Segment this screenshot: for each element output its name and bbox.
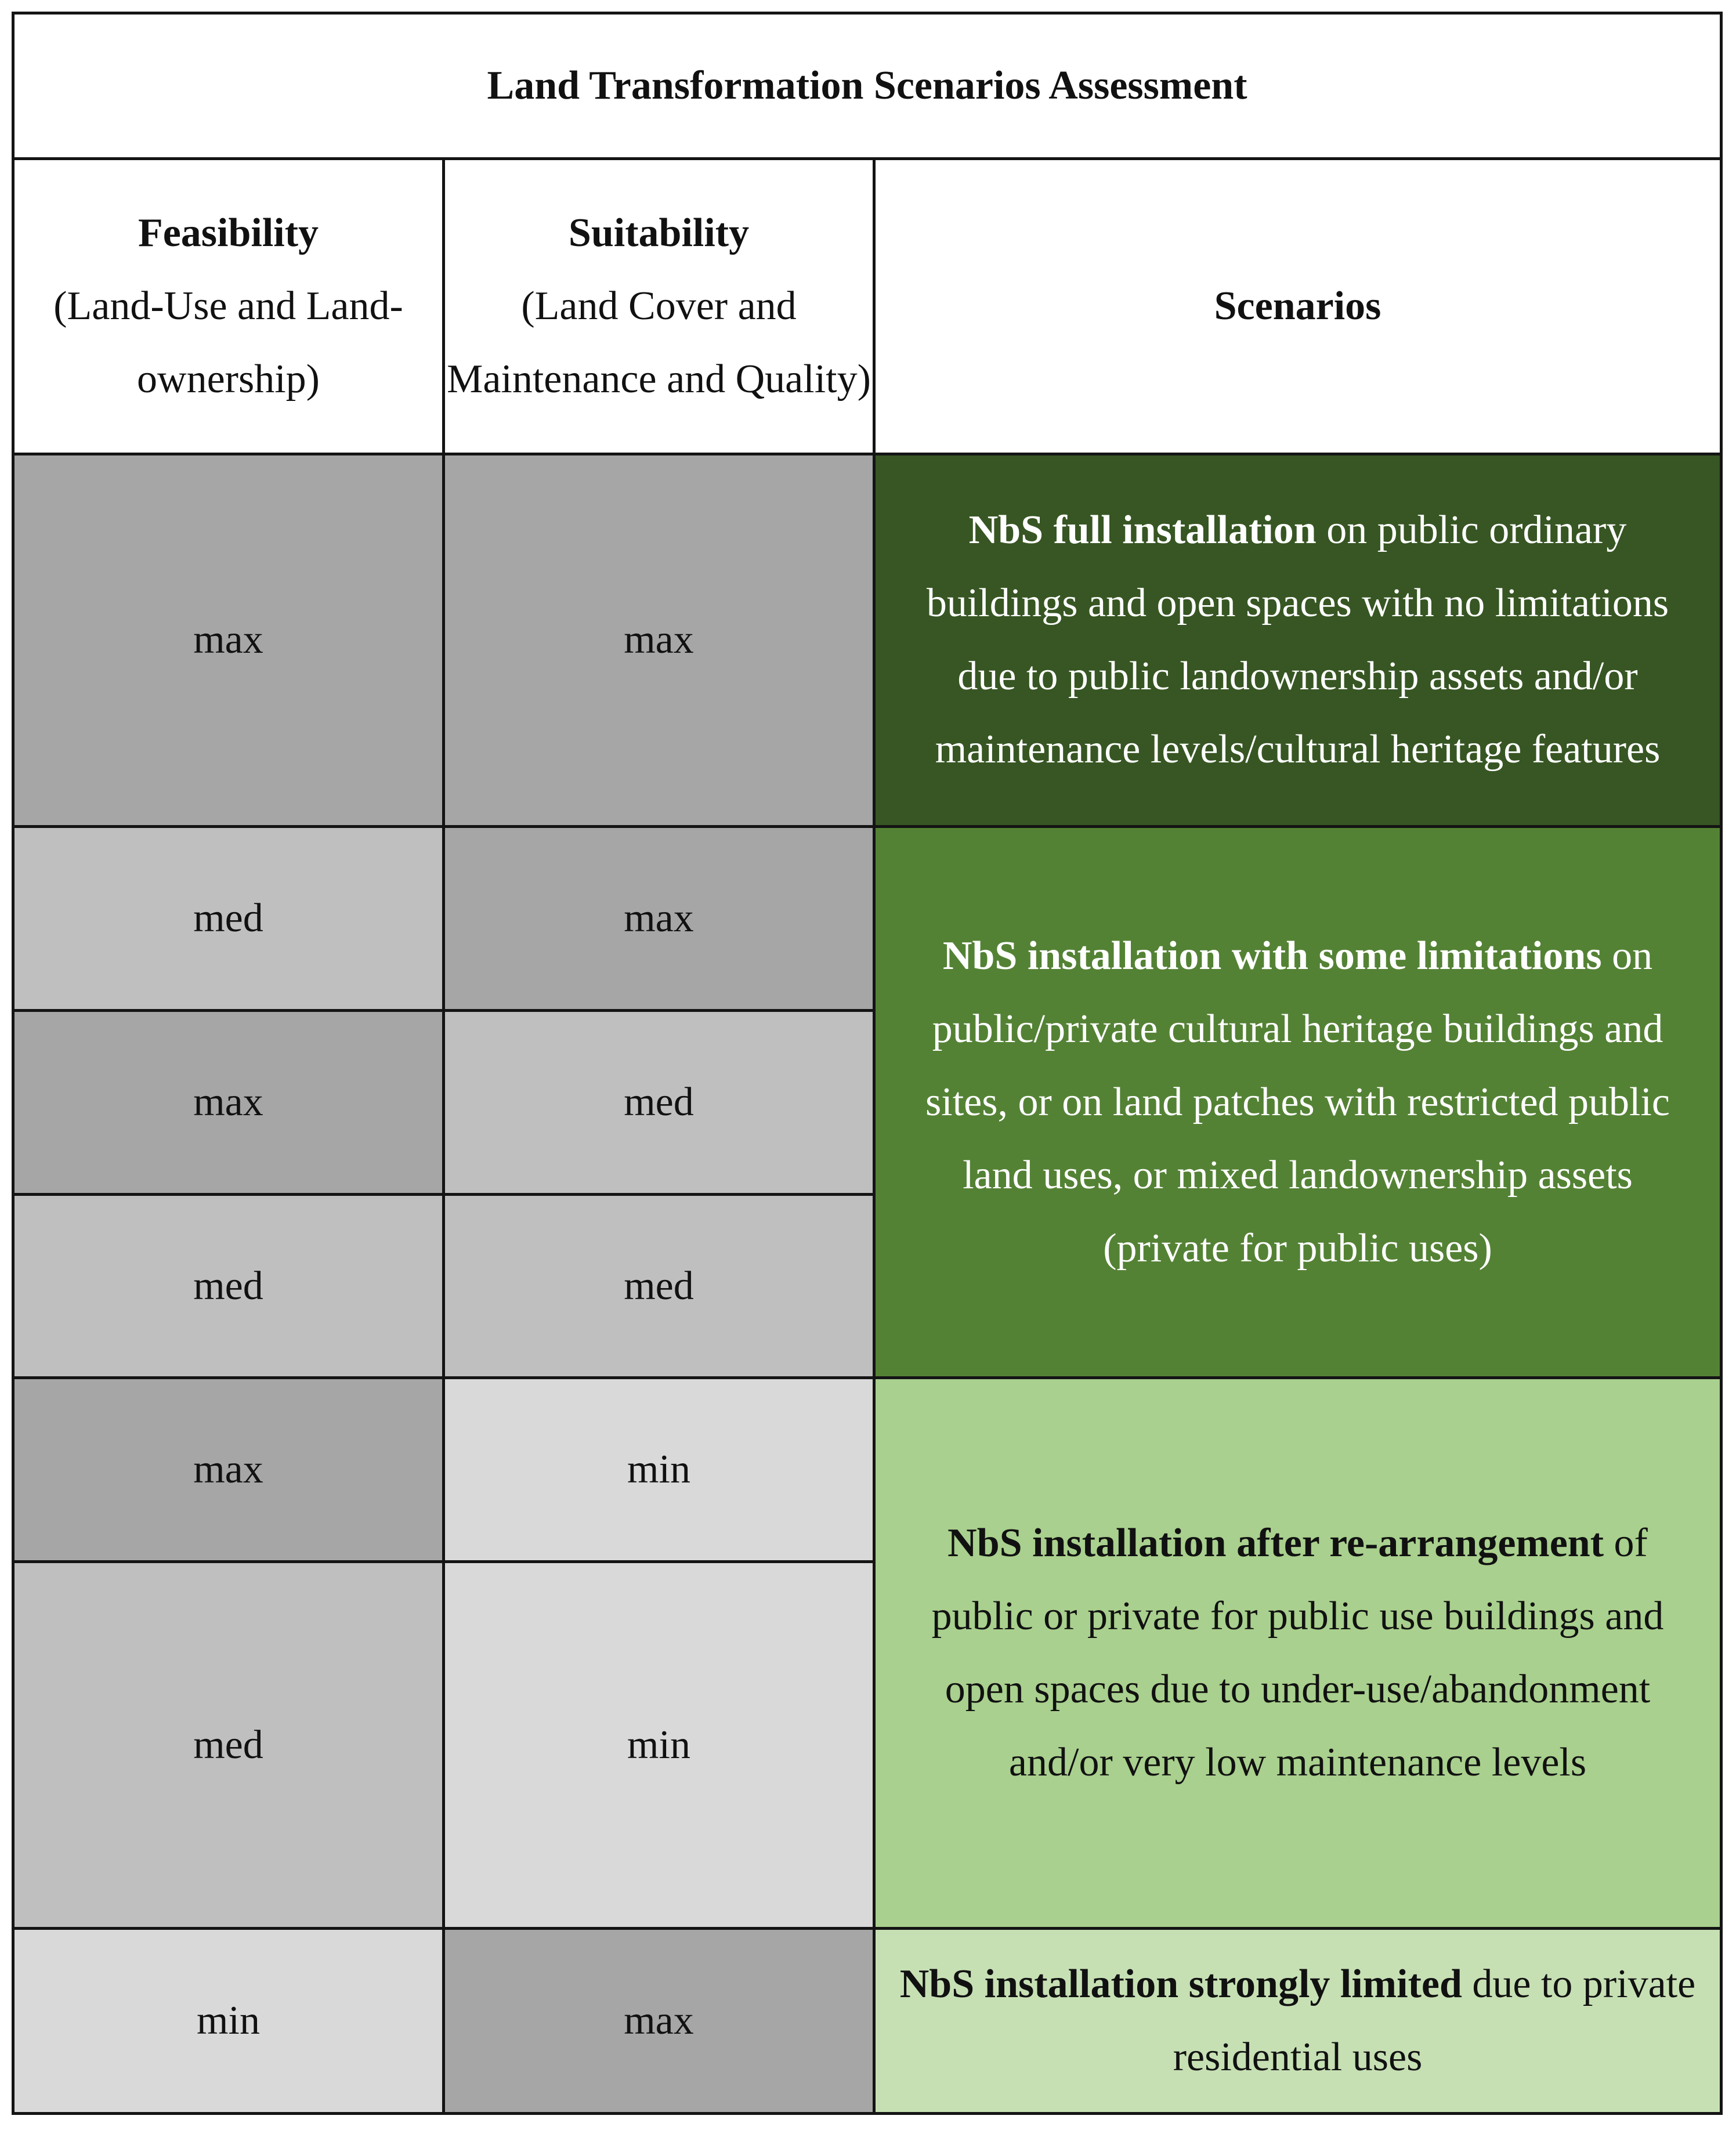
suitability-cell: med bbox=[444, 1194, 874, 1378]
scenario-title: NbS full installation bbox=[968, 508, 1317, 553]
table-row bbox=[13, 1929, 1721, 2114]
suitability-cell: max bbox=[444, 454, 874, 827]
feasibility-cell: med bbox=[13, 826, 444, 1010]
scenarios-table bbox=[12, 12, 1723, 2115]
scenario-cell-re-arrangement bbox=[874, 1378, 1721, 1929]
scenario-title: NbS installation with some limitations bbox=[942, 933, 1602, 978]
scenario-title: NbS installation strongly limited bbox=[899, 1962, 1462, 2007]
header-scenarios: Scenarios bbox=[874, 158, 1721, 454]
scenario-cell-some-limitations bbox=[874, 826, 1721, 1378]
feasibility-cell: med bbox=[13, 1562, 444, 1929]
scenario-cell-strongly-limited bbox=[874, 1929, 1721, 2114]
suitability-header-subtitle: (Land Cover and Maintenance and Quality) bbox=[447, 283, 871, 402]
scenario-text: on public/private cultural heritage buildings and sites, or on land patches with restricted public land uses, or mixed landownership assets (private for public uses) bbox=[925, 933, 1670, 1271]
scenario-title: NbS installation after re-arrangement bbox=[947, 1521, 1604, 1566]
table-row bbox=[13, 826, 1721, 1010]
feasibility-cell: min bbox=[13, 1929, 444, 2114]
feasibility-cell: max bbox=[13, 1010, 444, 1194]
suitability-cell: min bbox=[444, 1378, 874, 1562]
feasibility-cell: max bbox=[13, 454, 444, 827]
table-row bbox=[13, 1378, 1721, 1562]
suitability-cell: max bbox=[444, 826, 874, 1010]
suitability-cell: med bbox=[444, 1010, 874, 1194]
table-row bbox=[13, 454, 1721, 827]
header-feasibility bbox=[13, 158, 444, 454]
header-suitability bbox=[444, 158, 874, 454]
feasibility-header-subtitle: (Land-Use and Land-ownership) bbox=[53, 283, 403, 402]
scenario-text: on public ordinary buildings and open spaces with no limitations due to public landownership assets and/or maintenance levels/cultural heritage features bbox=[926, 508, 1669, 772]
suitability-cell: min bbox=[444, 1562, 874, 1929]
feasibility-header-title: Feasibility bbox=[138, 210, 319, 255]
table-title: Land Transformation Scenarios Assessment bbox=[13, 13, 1721, 159]
feasibility-cell: max bbox=[13, 1378, 444, 1562]
scenario-text: due to private residential uses bbox=[1173, 1962, 1696, 2080]
suitability-cell: max bbox=[444, 1929, 874, 2114]
suitability-header-title: Suitability bbox=[568, 210, 750, 255]
scenario-cell-full-installation bbox=[874, 454, 1721, 827]
scenario-text: of public or private for public use buildings and open spaces due to under-use/abandonment and/or very low maintenance levels bbox=[931, 1521, 1664, 1785]
feasibility-cell: med bbox=[13, 1194, 444, 1378]
